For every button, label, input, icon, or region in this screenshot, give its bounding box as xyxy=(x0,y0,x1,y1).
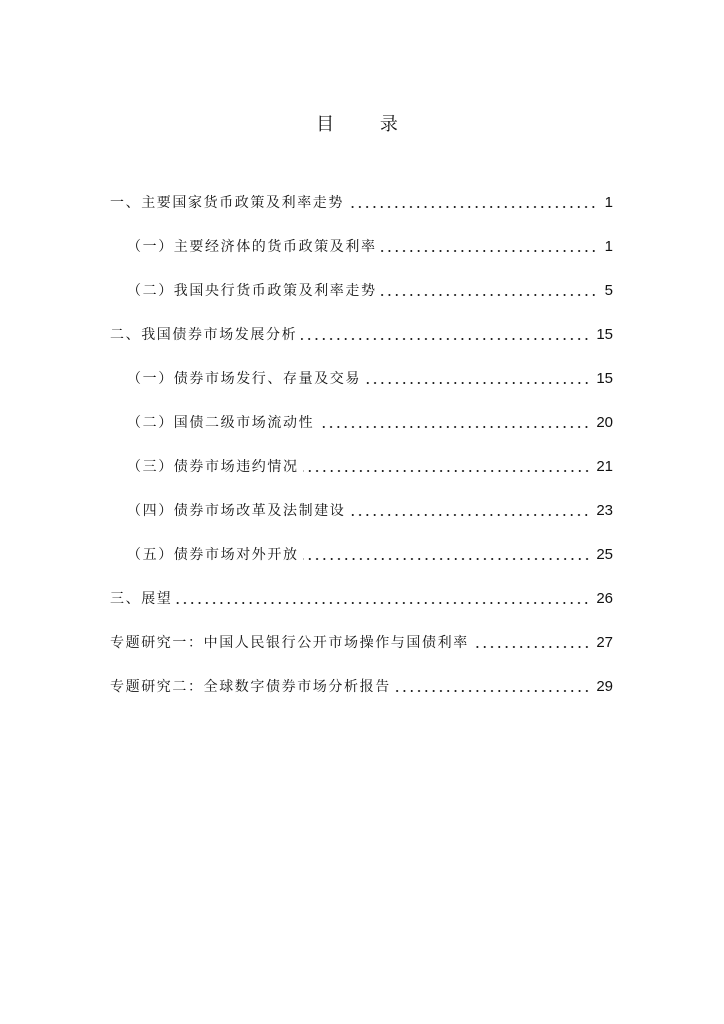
toc-leader-dots xyxy=(176,602,590,604)
toc-entry-text: （五）债券市场对外开放 xyxy=(127,547,299,563)
toc-leader-dots xyxy=(303,470,591,472)
toc-page-number: 15 xyxy=(596,325,613,343)
toc-page-number: 25 xyxy=(596,545,613,563)
toc-entry[interactable] xyxy=(0,576,724,620)
toc-page-number: 21 xyxy=(596,457,613,475)
toc-leader-dots xyxy=(365,382,590,384)
toc-entry-text: （一）主要经济体的货币政策及利率 xyxy=(127,239,377,255)
toc-entry[interactable] xyxy=(0,664,724,708)
toc-entry-text: 三、展望 xyxy=(110,591,173,607)
toc-entry-text: 二、我国债券市场发展分析 xyxy=(110,327,298,343)
toc-entry-text: （三）债券市场违约情况 xyxy=(127,459,299,475)
toc-title: 目 录 xyxy=(316,114,418,135)
toc-entry[interactable] xyxy=(0,224,724,268)
toc-leader-dots xyxy=(349,514,590,516)
toc-page-number: 20 xyxy=(596,413,613,431)
toc-leader-dots xyxy=(381,294,597,296)
toc-leader-dots xyxy=(473,646,591,648)
toc-page-number: 5 xyxy=(604,281,613,299)
toc-leader-dots xyxy=(303,558,591,560)
toc-entry[interactable] xyxy=(0,620,724,664)
toc-page-number: 15 xyxy=(596,369,613,387)
toc-page-number: 1 xyxy=(604,237,613,255)
toc-list xyxy=(0,180,724,708)
toc-page-number: 23 xyxy=(596,501,613,519)
toc-leader-dots xyxy=(395,690,591,692)
toc-entry[interactable] xyxy=(0,444,724,488)
toc-entry[interactable] xyxy=(0,488,724,532)
toc-entry[interactable] xyxy=(0,268,724,312)
toc-page-number: 29 xyxy=(596,677,613,695)
toc-entry[interactable] xyxy=(0,400,724,444)
toc-leader-dots xyxy=(381,250,597,252)
toc-page-number: 27 xyxy=(596,633,613,651)
toc-entry-text: （二）国债二级市场流动性 xyxy=(127,415,315,431)
toc-entry-text: 专题研究一：中国人民银行公开市场操作与国债利率 xyxy=(110,635,469,651)
toc-leader-dots xyxy=(348,206,597,208)
toc-entry[interactable] xyxy=(0,312,724,356)
toc-entry[interactable] xyxy=(0,180,724,224)
toc-page-number: 1 xyxy=(604,193,613,211)
toc-entry-text: （一）债券市场发行、存量及交易 xyxy=(127,371,361,387)
toc-entry-text: 专题研究二：全球数字债券市场分析报告 xyxy=(110,679,391,695)
toc-page-number: 26 xyxy=(596,589,613,607)
toc-entry[interactable] xyxy=(0,532,724,576)
toc-entry-text: 一、主要国家货币政策及利率走势 xyxy=(110,195,344,211)
toc-entry[interactable] xyxy=(0,356,724,400)
toc-entry-text: （二）我国央行货币政策及利率走势 xyxy=(127,283,377,299)
toc-leader-dots xyxy=(301,338,590,340)
toc-entry-text: （四）债券市场改革及法制建设 xyxy=(127,503,346,519)
toc-leader-dots xyxy=(318,426,590,428)
